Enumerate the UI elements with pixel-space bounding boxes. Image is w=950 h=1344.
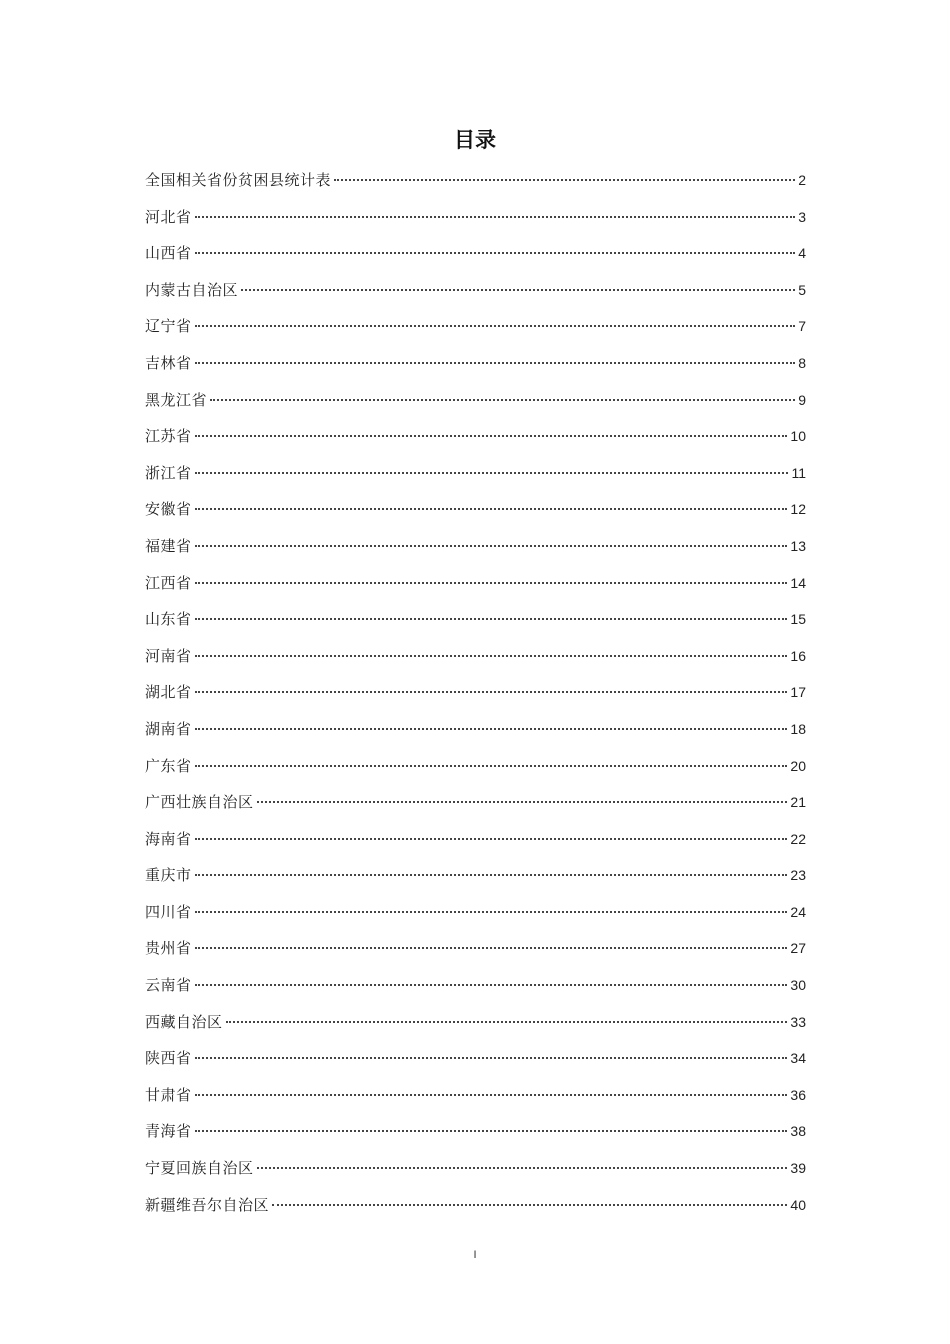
toc-entry-page-number[interactable]: 4 bbox=[798, 245, 806, 262]
toc-entry-page-number[interactable]: 13 bbox=[790, 537, 806, 554]
page-number-footer: I bbox=[473, 1249, 477, 1261]
toc-entry-page-number[interactable]: 7 bbox=[798, 318, 806, 335]
toc-entry-label[interactable]: 云南省 bbox=[145, 976, 192, 995]
toc-entry[interactable] bbox=[145, 1114, 806, 1151]
dot-leader bbox=[195, 362, 796, 364]
toc-entry-page-number[interactable]: 36 bbox=[790, 1086, 806, 1103]
dot-leader bbox=[195, 911, 788, 913]
toc-entry-page-number[interactable]: 16 bbox=[790, 647, 806, 664]
toc-entry[interactable] bbox=[145, 273, 806, 310]
toc-entry-page-number[interactable]: 40 bbox=[790, 1196, 806, 1213]
toc-entry-label[interactable]: 重庆市 bbox=[145, 866, 192, 885]
dot-leader bbox=[195, 765, 788, 767]
toc-entry-page-number[interactable]: 11 bbox=[791, 464, 806, 481]
toc-entry-label[interactable]: 浙江省 bbox=[145, 463, 192, 482]
dot-leader bbox=[195, 325, 796, 327]
dot-leader bbox=[210, 399, 795, 401]
toc-entry-page-number[interactable]: 27 bbox=[790, 940, 806, 957]
toc-entry-page-number[interactable]: 38 bbox=[790, 1123, 806, 1140]
toc-entry[interactable] bbox=[145, 858, 806, 895]
dot-leader bbox=[195, 984, 788, 986]
toc-entry[interactable] bbox=[145, 236, 806, 273]
dot-leader bbox=[195, 838, 788, 840]
toc-entry[interactable] bbox=[145, 931, 806, 968]
dot-leader bbox=[257, 1167, 788, 1169]
toc-entry-page-number[interactable]: 18 bbox=[790, 720, 806, 737]
toc-entry[interactable] bbox=[145, 639, 806, 676]
dot-leader bbox=[257, 801, 788, 803]
toc-entry-page-number[interactable]: 15 bbox=[790, 611, 806, 628]
toc-entry-label[interactable]: 陕西省 bbox=[145, 1049, 192, 1068]
toc-entry-page-number[interactable]: 14 bbox=[790, 574, 806, 591]
toc-entry-label[interactable]: 吉林省 bbox=[145, 353, 192, 372]
toc-entry[interactable] bbox=[145, 749, 806, 786]
toc-entry-label[interactable]: 安徽省 bbox=[145, 500, 192, 519]
toc-entry[interactable] bbox=[145, 419, 806, 456]
toc-entry-label[interactable]: 贵州省 bbox=[145, 939, 192, 958]
toc-entry-page-number[interactable]: 10 bbox=[790, 428, 806, 445]
toc-entry[interactable] bbox=[145, 712, 806, 749]
toc-entry[interactable] bbox=[145, 785, 806, 822]
toc-entry-label[interactable]: 江苏省 bbox=[145, 427, 192, 446]
toc-entry-label[interactable]: 山西省 bbox=[145, 244, 192, 263]
toc-entry-page-number[interactable]: 3 bbox=[798, 208, 806, 225]
toc-entry-label[interactable]: 海南省 bbox=[145, 829, 192, 848]
dot-leader bbox=[195, 216, 796, 218]
toc-entry[interactable] bbox=[145, 822, 806, 859]
toc-entry-page-number[interactable]: 2 bbox=[798, 172, 806, 188]
toc-entry[interactable] bbox=[145, 200, 806, 237]
toc-entry[interactable] bbox=[145, 492, 806, 529]
dot-leader bbox=[195, 947, 788, 949]
toc-entry[interactable] bbox=[145, 566, 806, 603]
toc-entry-page-number[interactable]: 22 bbox=[790, 830, 806, 847]
page-title: 目录 bbox=[454, 128, 496, 152]
toc-entry-page-number[interactable]: 20 bbox=[790, 757, 806, 774]
dot-leader bbox=[195, 728, 788, 730]
dot-leader bbox=[195, 691, 788, 693]
toc-entry-page-number[interactable]: 21 bbox=[790, 794, 806, 811]
toc-entry-page-number[interactable]: 30 bbox=[790, 977, 806, 994]
toc-entry[interactable] bbox=[145, 675, 806, 712]
toc-entry[interactable] bbox=[145, 309, 806, 346]
dot-leader bbox=[226, 1021, 788, 1023]
toc-entry[interactable] bbox=[145, 456, 806, 493]
toc-entry-label[interactable]: 四川省 bbox=[145, 902, 192, 921]
toc-entry-page-number[interactable]: 34 bbox=[790, 1050, 806, 1067]
toc-entry-label[interactable]: 内蒙古自治区 bbox=[145, 280, 239, 299]
toc-entry-page-number[interactable]: 33 bbox=[790, 1013, 806, 1030]
dot-leader bbox=[195, 508, 788, 510]
toc-entry[interactable] bbox=[145, 968, 806, 1005]
dot-leader bbox=[195, 582, 788, 584]
toc-entry[interactable] bbox=[145, 895, 806, 932]
toc-entry-label[interactable]: 广东省 bbox=[145, 756, 192, 775]
toc-entry[interactable] bbox=[145, 346, 806, 383]
toc-entry-label[interactable]: 河北省 bbox=[145, 207, 192, 226]
toc-entry-label[interactable]: 山东省 bbox=[145, 610, 192, 629]
toc-entry-page-number[interactable]: 5 bbox=[798, 281, 806, 298]
toc-entry-label[interactable]: 西藏自治区 bbox=[145, 1012, 223, 1031]
toc-entry-label[interactable]: 甘肃省 bbox=[145, 1085, 192, 1104]
toc-entry-label[interactable]: 宁夏回族自治区 bbox=[145, 1159, 254, 1178]
dot-leader bbox=[195, 1094, 788, 1096]
dot-leader bbox=[272, 1204, 787, 1206]
dot-leader bbox=[195, 874, 788, 876]
toc-entry-label[interactable]: 江西省 bbox=[145, 573, 192, 592]
toc-entry-label[interactable]: 福建省 bbox=[145, 536, 192, 555]
dot-leader bbox=[195, 545, 788, 547]
toc-entry[interactable] bbox=[145, 163, 806, 200]
toc-entry-page-number[interactable]: 39 bbox=[790, 1160, 806, 1177]
toc-entry-label[interactable]: 湖北省 bbox=[145, 683, 192, 702]
toc-entry[interactable] bbox=[145, 1188, 806, 1225]
toc-entry-page-number[interactable]: 8 bbox=[798, 354, 806, 371]
toc-entry-label[interactable]: 湖南省 bbox=[145, 719, 192, 738]
dot-leader bbox=[195, 618, 788, 620]
toc-entry[interactable] bbox=[145, 529, 806, 566]
toc-entry[interactable] bbox=[145, 602, 806, 639]
dot-leader bbox=[195, 472, 789, 474]
toc-entry-label[interactable]: 全国相关省份贫困县统计表 bbox=[145, 171, 332, 189]
toc-entry-page-number[interactable]: 12 bbox=[790, 501, 806, 518]
dot-leader bbox=[195, 1130, 788, 1132]
toc-entry-page-number[interactable]: 23 bbox=[790, 867, 806, 884]
dot-leader bbox=[334, 179, 795, 181]
toc-entry-page-number[interactable]: 24 bbox=[790, 903, 806, 920]
dot-leader bbox=[195, 655, 788, 657]
toc-entry-label[interactable]: 辽宁省 bbox=[145, 317, 192, 336]
toc-entry-label[interactable]: 新疆维吾尔自治区 bbox=[145, 1195, 270, 1214]
dot-leader bbox=[195, 435, 788, 437]
dot-leader bbox=[241, 289, 795, 291]
toc-entry-label[interactable]: 青海省 bbox=[145, 1122, 192, 1141]
dot-leader bbox=[195, 1057, 788, 1059]
toc-entry[interactable] bbox=[145, 1151, 806, 1188]
toc-entry-page-number[interactable]: 17 bbox=[790, 684, 806, 701]
toc-entry[interactable] bbox=[145, 1078, 806, 1115]
toc-entry[interactable] bbox=[145, 1005, 806, 1042]
table-of-contents bbox=[145, 163, 806, 1224]
toc-entry[interactable] bbox=[145, 383, 806, 420]
toc-entry-page-number[interactable]: 9 bbox=[798, 391, 806, 408]
toc-entry-label[interactable]: 河南省 bbox=[145, 646, 192, 665]
dot-leader bbox=[195, 252, 796, 254]
toc-entry[interactable] bbox=[145, 1041, 806, 1078]
toc-entry-label[interactable]: 黑龙江省 bbox=[145, 390, 208, 409]
toc-entry-label[interactable]: 广西壮族自治区 bbox=[145, 793, 254, 812]
